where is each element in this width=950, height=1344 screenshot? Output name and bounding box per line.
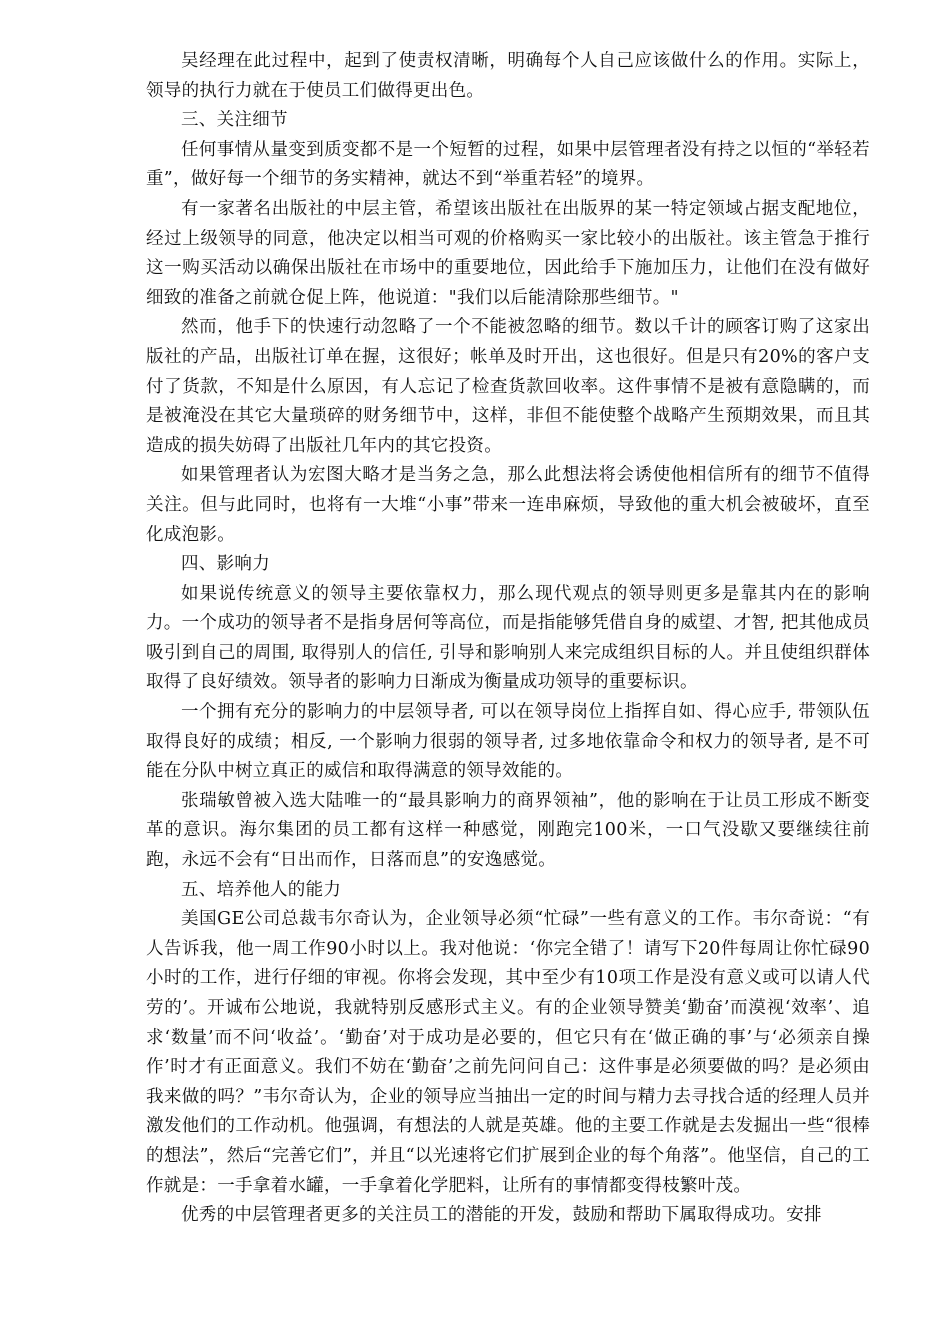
- section-heading: 四、影响力: [181, 554, 270, 575]
- paragraph: 一个拥有充分的影响力的中层领导者, 可以在领导岗位上指挥自如、得心应手, 带领队伍取得良好的成绩；相反, 一个影响力很弱的领导者, 过多地依靠命令和权力的领导者, 是不可能在分队中树立真正的威信和取得满意的领导效能的。: [146, 702, 870, 782]
- paragraph: 任何事情从量变到质变都不是一个短暂的过程，如果中层管理者没有持之以恒的“举轻若重”，做好每一个细节的务实精神，就达不到“举重若轻”的境界。: [146, 139, 870, 190]
- section-heading: 五、培养他人的能力: [181, 879, 342, 900]
- document-page: [146, 47, 870, 1231]
- paragraph: 美国GE公司总裁韦尔奇认为，企业领导必须“忙碌”一些有意义的工作。韦尔奇说：“有人告诉我，他一周工作90小时以上。我对他说：‘你完全错了！请写下20件每周让你忙碌90小时的工作，进行仔细的审视。你将会发现，其中至少有10项工作是没有意义或可以请人代劳的’。开诚布公地说，我就特别反感形式主义。有的企业领导赞美‘勤奋’而漠视‘效率’、追求‘数量’而不问‘收益’。‘勤奋’对于成功是必要的，但它只有在‘做正确的事’与‘必须亲自操作’时才有正面意义。我们不妨在‘勤奋’之前先问问自己：这件事是必须要做的吗？是必须由我来做的吗？”韦尔奇认为，企业的领导应当抽出一定的时间与精力去寻找合适的经理人员并激发他们的工作动机。他强调，有想法的人就是英雄。他的主要工作就是去发掘出一些“很棒的想法”，然后“完善它们”，并且“以光速将它们扩展到企业的每个角落”。他坚信，自己的工作就是：一手拿着水罐，一手拿着化学肥料，让所有的事情都变得枝繁叶茂。: [146, 909, 870, 1196]
- paragraph: 有一家著名出版社的中层主管，希望该出版社在出版界的某一特定领域占据支配地位，经过上级领导的同意，他决定以相当可观的价格购买一家比较小的出版社。该主管急于推行这一购买活动以确保出版社在市场中的重要地位，因此给手下施加压力，让他们在没有做好细致的准备之前就仓促上阵，他说道："我们以后能清除那些细节。": [146, 198, 870, 308]
- paragraph: 优秀的中层管理者更多的关注员工的潜能的开发，鼓励和帮助下属取得成功。安排: [181, 1205, 822, 1226]
- paragraph: 张瑞敏曾被入选大陆唯一的“最具影响力的商界领袖”，他的影响在于让员工形成不断变革的意识。海尔集团的员工都有这样一种感觉，刚跑完100米，一口气没歇又要继续往前跑，永远不会有“日出而作，日落而息”的安逸感觉。: [146, 790, 870, 871]
- paragraph: 如果管理者认为宏图大略才是当务之急，那么此想法将会诱使他相信所有的细节不值得关注。但与此同时，也将有一大堆“小事”带来一连串麻烦，导致他的重大机会被破坏，直至化成泡影。: [146, 465, 870, 545]
- paragraph: 然而，他手下的快速行动忽略了一个不能被忽略的细节。数以千计的顾客订购了这家出版社的产品，出版社订单在握，这很好；帐单及时开出，这也很好。但是只有20%的客户支付了货款，不知是什么原因，有人忘记了检查货款回收率。这件事情不是被有意隐瞒的，而是被淹没在其它大量琐碎的财务细节中，这样，非但不能使整个战略产生预期效果，而且其造成的损失妨碍了出版社几年内的其它投资。: [146, 317, 870, 456]
- section-heading: 三、关注细节: [181, 110, 288, 131]
- paragraph: 如果说传统意义的领导主要依靠权力，那么现代观点的领导则更多是靠其内在的影响力。一个成功的领导者不是指身居何等高位，而是指能够凭借自身的威望、才智, 把其他成员吸引到自己的周围, 取得别人的信任, 引导和影响别人来完成组织目标的人。并且使组织群体取得了良好绩效。领导者的影响力日渐成为衡量成功领导的重要标识。: [146, 583, 870, 693]
- paragraph: 吴经理在此过程中，起到了使责权清晰，明确每个人自己应该做什么的作用。实际上，领导的执行力就在于使员工们做得更出色。: [146, 51, 870, 101]
